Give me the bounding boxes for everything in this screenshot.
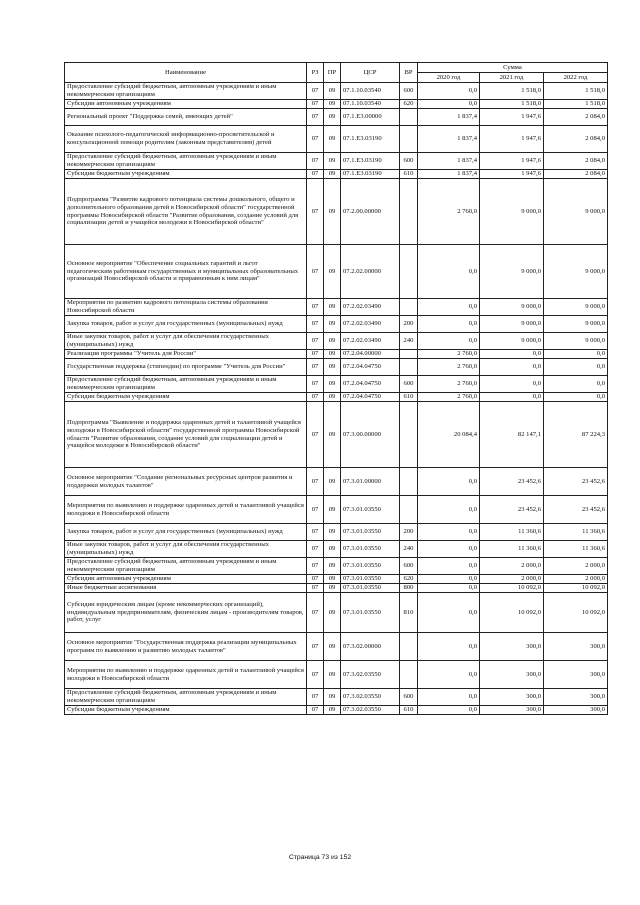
cell-pr: 09 <box>324 100 341 109</box>
cell-rz: 07 <box>307 126 324 153</box>
cell-2021: 1 518,0 <box>480 100 544 109</box>
cell-pr: 09 <box>324 524 341 541</box>
cell-name: Предоставление субсидий бюджетным, автономным учреждениям и иным некоммерческим организациям <box>65 689 307 706</box>
cell-2022: 2 084,0 <box>544 109 608 126</box>
cell-name: Подпрограмма "Развитие кадрового потенциала системы дошкольного, общего и дополнительного образования детей в Новосибирской области" государственной программы Новосибирской области "Развитие образования, создание условий для социализации детей и учащейся молодежи в Новосибирской области" <box>65 179 307 245</box>
cell-name: Предоставление субсидий бюджетным, автономным учреждениям и иным некоммерческим организациям <box>65 376 307 393</box>
cell-vr <box>400 179 418 245</box>
budget-table <box>64 62 608 715</box>
cell-rz: 07 <box>307 689 324 706</box>
cell-rz: 07 <box>307 316 324 333</box>
cell-rz: 07 <box>307 376 324 393</box>
cell-vr <box>400 350 418 359</box>
cell-pr: 09 <box>324 126 341 153</box>
cell-2022: 10 092,0 <box>544 593 608 633</box>
cell-pr: 09 <box>324 661 341 689</box>
cell-rz: 07 <box>307 468 324 496</box>
cell-2021: 11 360,6 <box>480 524 544 541</box>
cell-2022: 300,0 <box>544 633 608 661</box>
header-sum: Сумма <box>418 63 608 73</box>
cell-2021: 0,0 <box>480 350 544 359</box>
cell-2022: 2 000,0 <box>544 558 608 575</box>
cell-rz: 07 <box>307 245 324 299</box>
cell-2021: 2 000,0 <box>480 575 544 584</box>
cell-rz: 07 <box>307 584 324 593</box>
cell-2022: 9 000,0 <box>544 245 608 299</box>
cell-csr: 07.3.00.00000 <box>341 402 400 468</box>
cell-2020: 0,0 <box>418 299 480 316</box>
cell-vr: 200 <box>400 524 418 541</box>
cell-pr: 09 <box>324 584 341 593</box>
table-row <box>65 83 608 100</box>
table-row <box>65 575 608 584</box>
table-row <box>65 245 608 299</box>
cell-2021: 10 092,0 <box>480 593 544 633</box>
cell-vr <box>400 633 418 661</box>
cell-csr: 07.3.01.03550 <box>341 524 400 541</box>
cell-pr: 09 <box>324 299 341 316</box>
cell-rz: 07 <box>307 393 324 402</box>
cell-vr <box>400 109 418 126</box>
cell-csr: 07.3.01.03550 <box>341 558 400 575</box>
cell-2022: 1 518,0 <box>544 83 608 100</box>
cell-pr: 09 <box>324 541 341 558</box>
cell-2022: 9 000,0 <box>544 333 608 350</box>
cell-name: Закупка товаров, работ и услуг для государственных (муниципальных) нужд <box>65 316 307 333</box>
cell-2020: 0,0 <box>418 316 480 333</box>
cell-csr: 07.3.02.03550 <box>341 689 400 706</box>
cell-2022: 300,0 <box>544 689 608 706</box>
cell-pr: 09 <box>324 575 341 584</box>
cell-rz: 07 <box>307 359 324 376</box>
cell-name: Реализация программы "Учитель для России" <box>65 350 307 359</box>
cell-2020: 0,0 <box>418 593 480 633</box>
cell-2021: 23 452,6 <box>480 496 544 524</box>
cell-rz: 07 <box>307 170 324 179</box>
table-row <box>65 541 608 558</box>
table-row <box>65 661 608 689</box>
cell-pr: 09 <box>324 468 341 496</box>
cell-vr: 620 <box>400 100 418 109</box>
cell-2021: 1 518,0 <box>480 83 544 100</box>
cell-vr <box>400 661 418 689</box>
cell-2020: 0,0 <box>418 541 480 558</box>
table-row <box>65 299 608 316</box>
cell-name: Государственная поддержка (стипендии) по программе "Учитель для России" <box>65 359 307 376</box>
cell-pr: 09 <box>324 496 341 524</box>
cell-csr: 07.2.04.00000 <box>341 350 400 359</box>
cell-2022: 11 360,6 <box>544 541 608 558</box>
cell-2020: 0,0 <box>418 496 480 524</box>
cell-csr: 07.2.02.03490 <box>341 333 400 350</box>
cell-2022: 23 452,6 <box>544 496 608 524</box>
cell-2021: 9 000,0 <box>480 316 544 333</box>
cell-csr: 07.2.04.04750 <box>341 376 400 393</box>
cell-name: Региональный проект "Поддержка семей, имеющих детей" <box>65 109 307 126</box>
table-row <box>65 109 608 126</box>
header-csr: ЦСР <box>341 63 400 83</box>
cell-name: Субсидии бюджетным учреждениям <box>65 170 307 179</box>
cell-2020: 0,0 <box>418 558 480 575</box>
cell-2020: 0,0 <box>418 584 480 593</box>
cell-vr <box>400 359 418 376</box>
cell-pr: 09 <box>324 393 341 402</box>
cell-vr <box>400 299 418 316</box>
table-row <box>65 126 608 153</box>
cell-2022: 2 084,0 <box>544 126 608 153</box>
cell-pr: 09 <box>324 593 341 633</box>
cell-vr: 600 <box>400 558 418 575</box>
cell-vr: 240 <box>400 333 418 350</box>
cell-vr <box>400 245 418 299</box>
table-row <box>65 100 608 109</box>
cell-csr: 07.2.04.04750 <box>341 393 400 402</box>
cell-rz: 07 <box>307 496 324 524</box>
cell-2020: 2 760,0 <box>418 350 480 359</box>
cell-vr: 600 <box>400 376 418 393</box>
cell-pr: 09 <box>324 333 341 350</box>
cell-2020: 0,0 <box>418 100 480 109</box>
cell-name: Мероприятия по выявлению и поддержке одаренных детей и талантливой учащейся молодежи в Новосибирской области <box>65 496 307 524</box>
table-row <box>65 468 608 496</box>
cell-rz: 07 <box>307 402 324 468</box>
cell-2022: 0,0 <box>544 350 608 359</box>
cell-2022: 9 000,0 <box>544 179 608 245</box>
cell-csr: 07.3.01.03550 <box>341 575 400 584</box>
table-body <box>65 83 608 715</box>
cell-vr: 610 <box>400 393 418 402</box>
cell-name: Предоставление субсидий бюджетным, автономным учреждениям и иным некоммерческим организациям <box>65 83 307 100</box>
cell-name: Основное мероприятие "Государственная поддержка реализации муниципальных программ по выявлению и развитию молодых талантов" <box>65 633 307 661</box>
table-row <box>65 393 608 402</box>
cell-2021: 82 147,1 <box>480 402 544 468</box>
cell-2021: 23 452,6 <box>480 468 544 496</box>
cell-csr: 07.2.02.00000 <box>341 245 400 299</box>
cell-2020: 0,0 <box>418 333 480 350</box>
cell-pr: 09 <box>324 706 341 715</box>
cell-2022: 300,0 <box>544 706 608 715</box>
cell-2022: 1 518,0 <box>544 100 608 109</box>
cell-pr: 09 <box>324 350 341 359</box>
table-row <box>65 633 608 661</box>
cell-2021: 9 000,0 <box>480 245 544 299</box>
cell-2020: 0,0 <box>418 633 480 661</box>
cell-2021: 9 000,0 <box>480 179 544 245</box>
cell-2021: 1 947,6 <box>480 109 544 126</box>
cell-pr: 09 <box>324 109 341 126</box>
cell-csr: 07.2.00.00000 <box>341 179 400 245</box>
cell-2020: 0,0 <box>418 83 480 100</box>
header-year-2020: 2020 год <box>418 73 480 83</box>
cell-2021: 9 000,0 <box>480 333 544 350</box>
cell-rz: 07 <box>307 633 324 661</box>
cell-2020: 0,0 <box>418 689 480 706</box>
cell-csr: 07.2.02.03490 <box>341 316 400 333</box>
cell-csr: 07.3.01.00000 <box>341 468 400 496</box>
cell-2022: 87 224,3 <box>544 402 608 468</box>
cell-2022: 9 000,0 <box>544 316 608 333</box>
cell-name: Субсидии бюджетным учреждениям <box>65 393 307 402</box>
cell-pr: 09 <box>324 376 341 393</box>
table-row <box>65 316 608 333</box>
cell-vr: 600 <box>400 83 418 100</box>
cell-pr: 09 <box>324 153 341 170</box>
cell-2022: 9 000,0 <box>544 299 608 316</box>
cell-2022: 2 084,0 <box>544 153 608 170</box>
table-row <box>65 376 608 393</box>
cell-name: Закупка товаров, работ и услуг для государственных (муниципальных) нужд <box>65 524 307 541</box>
header-year-2022: 2022 год <box>544 73 608 83</box>
cell-2021: 9 000,0 <box>480 299 544 316</box>
cell-vr: 610 <box>400 170 418 179</box>
cell-2021: 300,0 <box>480 706 544 715</box>
cell-vr <box>400 468 418 496</box>
cell-rz: 07 <box>307 153 324 170</box>
cell-rz: 07 <box>307 575 324 584</box>
cell-2020: 1 837,4 <box>418 170 480 179</box>
cell-2020: 1 837,4 <box>418 153 480 170</box>
header-rz: РЗ <box>307 63 324 83</box>
cell-pr: 09 <box>324 170 341 179</box>
cell-csr: 07.3.01.03550 <box>341 593 400 633</box>
cell-2022: 23 452,6 <box>544 468 608 496</box>
cell-2020: 0,0 <box>418 468 480 496</box>
table-row <box>65 333 608 350</box>
cell-2020: 1 837,4 <box>418 109 480 126</box>
cell-2020: 0,0 <box>418 575 480 584</box>
cell-pr: 09 <box>324 558 341 575</box>
cell-pr: 09 <box>324 179 341 245</box>
cell-2020: 2 760,0 <box>418 179 480 245</box>
cell-name: Субсидии автономным учреждениям <box>65 575 307 584</box>
cell-name: Основное мероприятие "Обеспечение социальных гарантий и льгот педагогическим работникам государственных и муниципальных образовательных организаций Новосибирской области и приравненным к ним лицам" <box>65 245 307 299</box>
table-row <box>65 179 608 245</box>
cell-name: Иные закупки товаров, работ и услуг для обеспечения государственных (муниципальных) нужд <box>65 333 307 350</box>
cell-2022: 300,0 <box>544 661 608 689</box>
cell-vr: 200 <box>400 316 418 333</box>
cell-2020: 20 084,4 <box>418 402 480 468</box>
cell-pr: 09 <box>324 689 341 706</box>
cell-csr: 07.1.E3.03190 <box>341 170 400 179</box>
table-row <box>65 558 608 575</box>
cell-2022: 10 092,0 <box>544 584 608 593</box>
cell-2021: 0,0 <box>480 376 544 393</box>
header-year-2021: 2021 год <box>480 73 544 83</box>
cell-vr <box>400 496 418 524</box>
table-row <box>65 402 608 468</box>
header-pr: ПР <box>324 63 341 83</box>
cell-2021: 11 360,6 <box>480 541 544 558</box>
cell-csr: 07.2.02.03490 <box>341 299 400 316</box>
header-name: Наименование <box>65 63 307 83</box>
cell-csr: 07.1.E3.03190 <box>341 153 400 170</box>
cell-pr: 09 <box>324 316 341 333</box>
cell-rz: 07 <box>307 333 324 350</box>
cell-rz: 07 <box>307 83 324 100</box>
cell-2022: 0,0 <box>544 359 608 376</box>
cell-rz: 07 <box>307 661 324 689</box>
cell-csr: 07.3.02.00000 <box>341 633 400 661</box>
table-row <box>65 359 608 376</box>
cell-csr: 07.3.01.03550 <box>341 541 400 558</box>
cell-name: Иные закупки товаров, работ и услуг для обеспечения государственных (муниципальных) нужд <box>65 541 307 558</box>
cell-2020: 0,0 <box>418 245 480 299</box>
cell-name: Подпрограмма "Выявление и поддержка одаренных детей и талантливой учащейся молодежи в Новосибирской области" государственной программы Новосибирской области "Развитие образования, создание условий для социализации детей и учащейся молодежи в Новосибирской области" <box>65 402 307 468</box>
cell-2021: 0,0 <box>480 359 544 376</box>
cell-pr: 09 <box>324 633 341 661</box>
cell-name: Субсидии юридическим лицам (кроме некоммерческих организаций), индивидуальным предпринимателям, физическим лицам - производителям товаров, работ, услуг <box>65 593 307 633</box>
cell-pr: 09 <box>324 359 341 376</box>
cell-rz: 07 <box>307 109 324 126</box>
cell-2022: 2 000,0 <box>544 575 608 584</box>
cell-2021: 1 947,6 <box>480 126 544 153</box>
cell-rz: 07 <box>307 299 324 316</box>
cell-vr: 600 <box>400 689 418 706</box>
cell-vr: 240 <box>400 541 418 558</box>
cell-2021: 1 947,6 <box>480 153 544 170</box>
cell-2020: 1 837,4 <box>418 126 480 153</box>
cell-2021: 10 092,0 <box>480 584 544 593</box>
cell-rz: 07 <box>307 100 324 109</box>
cell-name: Субсидии автономным учреждениям <box>65 100 307 109</box>
cell-csr: 07.3.02.03550 <box>341 706 400 715</box>
cell-vr: 600 <box>400 153 418 170</box>
cell-rz: 07 <box>307 179 324 245</box>
header-vr: ВР <box>400 63 418 83</box>
cell-rz: 07 <box>307 524 324 541</box>
cell-2020: 0,0 <box>418 706 480 715</box>
header-row <box>65 63 608 73</box>
cell-2022: 11 360,6 <box>544 524 608 541</box>
cell-2021: 300,0 <box>480 689 544 706</box>
cell-rz: 07 <box>307 350 324 359</box>
cell-2022: 2 084,0 <box>544 170 608 179</box>
cell-csr: 07.1.10.03540 <box>341 83 400 100</box>
cell-rz: 07 <box>307 706 324 715</box>
cell-pr: 09 <box>324 402 341 468</box>
cell-vr <box>400 126 418 153</box>
table-row <box>65 153 608 170</box>
cell-2021: 300,0 <box>480 633 544 661</box>
cell-csr: 07.1.E3.00000 <box>341 109 400 126</box>
cell-name: Оказание психолого-педагогической информационно-просветительской и консультационной помощи родителям (законным представителям) детей <box>65 126 307 153</box>
cell-name: Предоставление субсидий бюджетным, автономным учреждениям и иным некоммерческим организациям <box>65 153 307 170</box>
table-row <box>65 706 608 715</box>
cell-2020: 2 760,0 <box>418 393 480 402</box>
cell-vr <box>400 402 418 468</box>
cell-csr: 07.1.10.03540 <box>341 100 400 109</box>
cell-csr: 07.3.01.03550 <box>341 584 400 593</box>
cell-name: Мероприятия по развитию кадрового потенциала системы образования Новосибирской области <box>65 299 307 316</box>
cell-2022: 0,0 <box>544 376 608 393</box>
cell-rz: 07 <box>307 558 324 575</box>
cell-name: Субсидии бюджетным учреждениям <box>65 706 307 715</box>
cell-rz: 07 <box>307 541 324 558</box>
cell-vr: 620 <box>400 575 418 584</box>
cell-2021: 300,0 <box>480 661 544 689</box>
cell-pr: 09 <box>324 83 341 100</box>
table-row <box>65 524 608 541</box>
cell-rz: 07 <box>307 593 324 633</box>
cell-name: Иные бюджетные ассигнования <box>65 584 307 593</box>
table-row <box>65 170 608 179</box>
cell-csr: 07.3.02.03550 <box>341 661 400 689</box>
cell-vr: 800 <box>400 584 418 593</box>
cell-name: Основное мероприятие "Создание региональных ресурсных центров развития и поддержки молодых талантов" <box>65 468 307 496</box>
cell-vr: 810 <box>400 593 418 633</box>
cell-2021: 0,0 <box>480 393 544 402</box>
cell-vr: 610 <box>400 706 418 715</box>
cell-2021: 2 000,0 <box>480 558 544 575</box>
table-row <box>65 350 608 359</box>
cell-name: Мероприятия по выявлению и поддержке одаренных детей и талантливой учащейся молодежи в Новосибирской области <box>65 661 307 689</box>
cell-2020: 0,0 <box>418 524 480 541</box>
cell-csr: 07.1.E3.03190 <box>341 126 400 153</box>
cell-name: Предоставление субсидий бюджетным, автономным учреждениям и иным некоммерческим организациям <box>65 558 307 575</box>
cell-2021: 1 947,6 <box>480 170 544 179</box>
table-row <box>65 584 608 593</box>
cell-pr: 09 <box>324 245 341 299</box>
cell-2020: 2 760,0 <box>418 359 480 376</box>
cell-2020: 0,0 <box>418 661 480 689</box>
cell-csr: 07.3.01.03550 <box>341 496 400 524</box>
cell-2020: 2 760,0 <box>418 376 480 393</box>
page-footer: Страница 73 из 152 <box>288 854 352 861</box>
table-row <box>65 593 608 633</box>
cell-csr: 07.2.04.04750 <box>341 359 400 376</box>
cell-2022: 0,0 <box>544 393 608 402</box>
table-row <box>65 496 608 524</box>
table-row <box>65 689 608 706</box>
